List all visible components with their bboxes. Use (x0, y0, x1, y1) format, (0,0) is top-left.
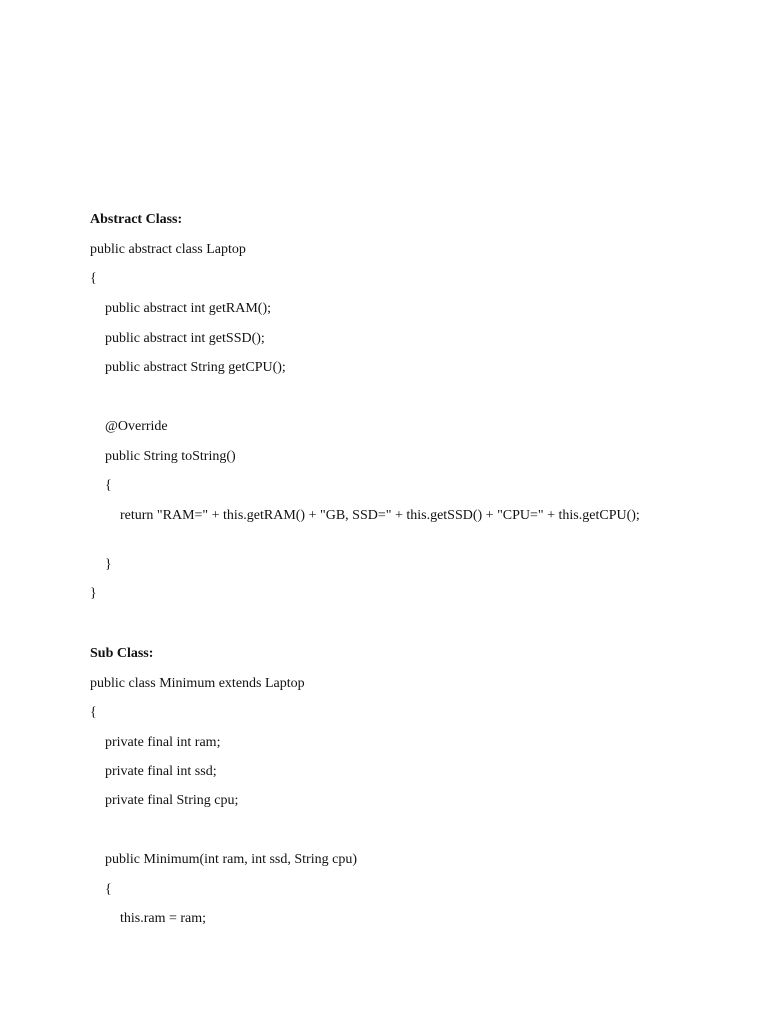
tostring-signature: public String toString() (105, 449, 236, 464)
override-annotation: @Override (105, 419, 168, 434)
sub-class-heading: Sub Class: (90, 646, 154, 661)
return-statement (90, 506, 650, 525)
constructor-open-brace: { (105, 882, 112, 897)
constructor-signature: public Minimum(int ram, int ssd, String cpu) (105, 852, 357, 867)
getcpu-declaration: public abstract String getCPU(); (105, 360, 286, 375)
cpu-field: private final String cpu; (105, 793, 239, 808)
method-open-brace: { (105, 478, 112, 493)
class-close-brace: } (90, 586, 97, 601)
sub-class-open-brace: { (90, 705, 97, 720)
sub-class-declaration: public class Minimum extends Laptop (90, 676, 305, 691)
method-close-brace: } (105, 557, 112, 572)
abstract-class-declaration: public abstract class Laptop (90, 242, 246, 257)
assign-ram-statement: this.ram = ram; (120, 911, 207, 926)
getssd-declaration: public abstract int getSSD(); (105, 331, 265, 346)
getram-declaration: public abstract int getRAM(); (105, 301, 272, 316)
ram-field: private final int ram; (105, 735, 221, 750)
ssd-field: private final int ssd; (105, 764, 217, 779)
return-statement-text: return "RAM=" + this.getRAM() + "GB, SSD=" + this.getSSD() + "CPU=" + this.getCPU(); (120, 508, 640, 523)
abstract-class-heading: Abstract Class: (90, 212, 183, 227)
class-open-brace: { (90, 271, 97, 286)
